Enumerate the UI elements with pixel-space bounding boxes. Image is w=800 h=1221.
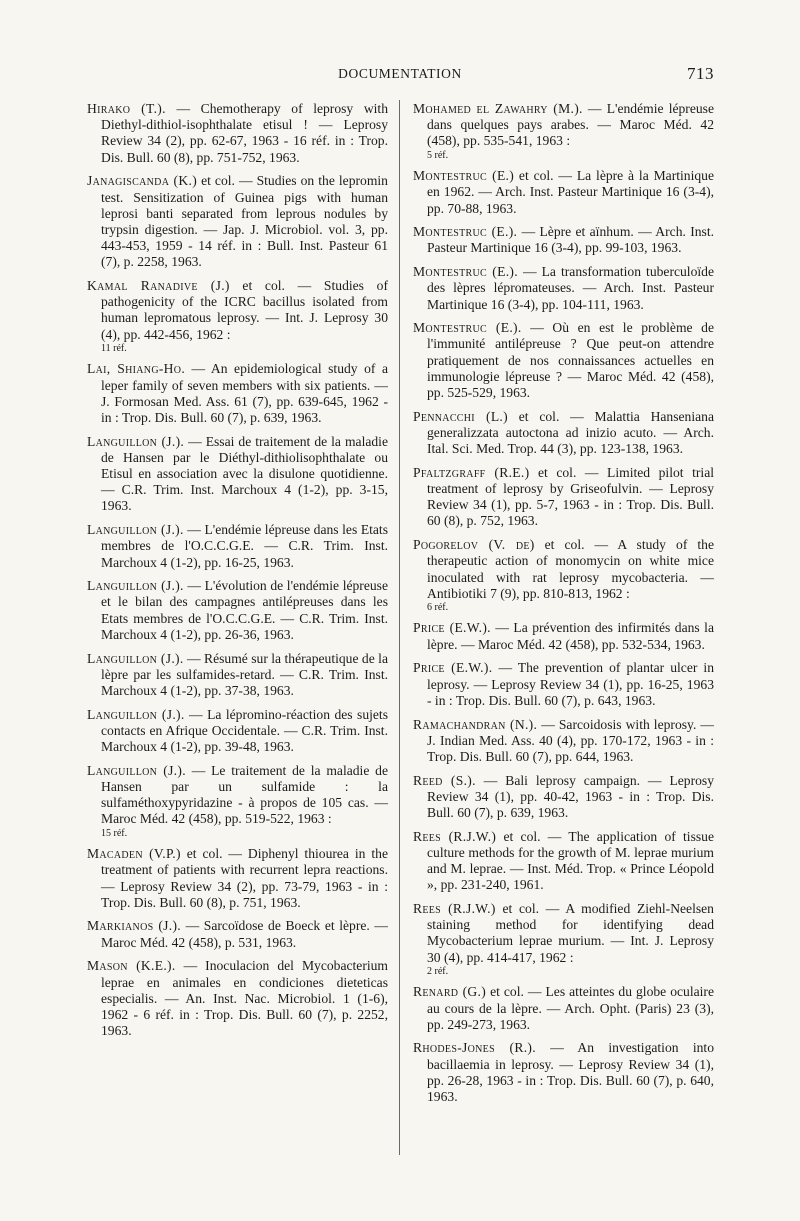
- entry-author: Pogorelov (V. de): [413, 537, 535, 553]
- entry-citation: — Inoculacion del Mycobacterium leprae en animales en condiciones dieteticas especialis. — An. Inst. Nac. Microbiol. 1 (1-6), 1962 - 6 réf. in : Trop. Dis. Bull. 60 (7), p. 2252, 1963.: [101, 958, 389, 1039]
- entry-citation: — An epidemiological study of a leper family of seven members with six patients. — J. Formosan Med. Ass. 61 (7), pp. 639-645, 1962 - in : Trop. Dis. Bull. 60 (7), p. 639, 1963.: [101, 361, 388, 425]
- entry-author: Rhodes-Jones (R.).: [413, 1040, 536, 1056]
- bibliography-entry: [413, 465, 714, 530]
- entry-citation: — Lèpre et aïnhum. — Arch. Inst. Pasteur Martinique 16 (3-4), pp. 99-103, 1963.: [427, 224, 714, 256]
- bibliography-entry: [413, 320, 714, 401]
- bibliography-entry: [87, 173, 388, 270]
- entry-author: Ramachandran (N.).: [413, 716, 538, 732]
- entry-author: Pennacchi (L.): [413, 408, 508, 424]
- entry-author: Pfaltzgraff (R.E.): [413, 464, 530, 480]
- entry-citation: et col. — Les atteintes du globe oculaire au cours de la lèpre. — Arch. Opht. (Paris) 23 (3), pp. 249-273, 1963.: [427, 984, 714, 1032]
- entry-citation: — Bali leprosy campaign. — Leprosy Review 34 (1), pp. 40-42, 1963 - in : Trop. Dis. Bull. 60 (7), p. 639, 1963.: [427, 772, 714, 821]
- bibliography-entry: [87, 578, 388, 643]
- entry-citation: et col. — The application of tissue culture methods for the growth of M. leprae murium and M. leprae. — Inst. Méd. Trop. « Prince Léopold », pp. 231-240, 1961.: [427, 828, 714, 893]
- entry-author: Montestruc (E.).: [413, 264, 518, 280]
- bibliography-entry: [413, 717, 714, 766]
- entry-citation: — An investigation into bacillaemia in leprosy. — Leprosy Review 34 (1), pp. 26-28, 1963 - in : Trop. Dis. Bull. 60 (7), p. 640, 1963.: [427, 1040, 714, 1105]
- bibliography-entry: [413, 168, 714, 217]
- bibliography-entry: [87, 763, 388, 839]
- entry-author: Languillon (J.).: [87, 578, 184, 594]
- entry-citation: — Où en est le problème de l'immunité antilépreuse ? Que peut-on attendre pratiquement de nos connaissances actuelles en immunologie lépreuse ? — Maroc Méd. 42 (458), pp. 525-529, 1963.: [427, 320, 714, 401]
- bibliography-entry: [413, 1040, 714, 1105]
- entry-citation: et col. — Studies on the lepromin test. Sensitization of Guinea pigs with human leprosi banti separated from leprous nodules by trypsin digestion. — Jap. J. Microbiol. vol. 3, pp. 443-453, 1959 - 14 réf. in : Bull. Inst. Pasteur 61 (7), p. 2258, 1963.: [101, 173, 388, 270]
- entry-citation: et col. — A modified Ziehl-Neelsen staining method for identifying dead Mycobacterium leprae murium. — Int. J. Leprosy 30 (4), pp. 414-417, 1962 :: [427, 901, 714, 965]
- entry-author: Rees (R.J.W.): [413, 828, 497, 844]
- entry-citation: — Sarcoidosis with leprosy. — J. Indian Med. Ass. 40 (4), pp. 170-172, 1963 - in : Trop. Dis. Bull. 60 (7), pp. 644, 1963.: [427, 716, 714, 764]
- entry-author: Reed (S.).: [413, 772, 476, 788]
- entry-author: Lai, Shiang-Ho.: [87, 361, 186, 377]
- entry-author: Hirako (T.).: [87, 101, 166, 116]
- entry-citation: — L'évolution de l'endémie lépreuse et le bilan des campagnes antilépreuses dans les Etats membres de l'O.C.C.G.E. — C.R. Trim. Inst. Marchoux 4 (1-2), pp. 26-36, 1963.: [101, 578, 388, 642]
- entry-citation: — La lépromino-réaction des sujets contacts en Afrique Occidentale. — C.R. Trim. Inst. Marchoux 4 (1-2), pp. 39-48, 1963.: [101, 706, 388, 755]
- bibliography-entry: [87, 846, 388, 911]
- entry-citation: et col. — Diphenyl thiourea in the treatment of patients with recurrent lepra reactions. — Leprosy Review 34 (2), pp. 73-79, 1963 - in : Trop. Dis. Bull. 60 (8), p. 751, 1963.: [101, 846, 388, 910]
- entry-citation: — Sarcoïdose de Boeck et lèpre. — Maroc Méd. 42 (458), p. 531, 1963.: [101, 918, 388, 950]
- entry-author: Languillon (J.).: [87, 522, 184, 538]
- page-header: [86, 64, 714, 84]
- entry-author: Price (E.W.).: [413, 660, 493, 676]
- entry-citation: — Le traitement de la maladie de Hansen par un sulfamide : la sulfaméthoxypyridazine - à propos de 105 cas. — Maroc Méd. 42 (458), pp. 519-522, 1963 :: [101, 762, 388, 827]
- column-divider: [399, 100, 400, 1155]
- entry-author: Macaden (V.P.): [87, 846, 181, 862]
- bibliography-entry: [87, 958, 388, 1039]
- entry-citation: et col. — Malattia Hanseniana generalizzata autoctona ad inizio acuto. — Arch. Ital. Sci. Med. Trop. 44 (3), pp. 123-138, 1963.: [427, 408, 714, 457]
- entry-citation: et col. — Limited pilot trial treatment of leprosy by Griseofulvin. — Leprosy Review 34 (1), pp. 5-7, 1963 - in : Trop. Dis. Bull. 60 (8), p. 752, 1963.: [427, 464, 714, 529]
- entry-reference-count: 6 réf.: [427, 601, 449, 613]
- bibliography-entry: [413, 773, 714, 822]
- entry-reference-count: 2 réf.: [427, 965, 449, 977]
- entry-citation: et col. — A study of the therapeutic action of monomycin on white mice inoculated with rat leprosy mycobacteria. — Antibiotiki 7 (9), pp. 810-813, 1962 :: [427, 537, 714, 601]
- entry-citation: — La transformation tuberculoïde des lèpres lépromateuses. — Arch. Inst. Pasteur Martinique 16 (3-4), pp. 104-111, 1963.: [427, 264, 714, 312]
- bibliography-entry: [413, 901, 714, 977]
- entry-reference-count: 15 réf.: [101, 827, 128, 839]
- entry-author: Montestruc (E.).: [413, 320, 522, 336]
- bibliography-entry: [413, 409, 714, 458]
- bibliography-entry: [87, 522, 388, 571]
- entry-citation: — L'endémie lépreuse dans quelques pays arabes. — Maroc Méd. 42 (458), pp. 535-541, 1963 :: [427, 101, 714, 149]
- entry-author: Languillon (J.).: [87, 650, 184, 666]
- bibliography-column-right: [413, 101, 714, 1113]
- entry-author: Mohamed el Zawahry (M.).: [413, 101, 583, 116]
- bibliography-entry: [87, 434, 388, 515]
- entry-author: Montestruc (E.): [413, 168, 515, 184]
- bibliography-entry: [87, 361, 388, 426]
- entry-citation: — Chemotherapy of leprosy with Diethyl-dithiol-isophthalate etisul ! — Leprosy Review 34 (2), pp. 62-67, 1963 - 16 réf. in : Trop. Dis. Bull. 60 (8), pp. 751-752, 1963.: [101, 101, 388, 165]
- entry-author: Languillon (J.).: [87, 762, 186, 778]
- entry-citation: — La prévention des infirmités dans la lèpre. — Maroc Méd. 42 (458), pp. 532-534, 1963.: [427, 620, 714, 652]
- entry-citation: — Essai de traitement de la maladie de Hansen par le Diéthyl-dithiolisophthalate ou Etisul en association avec la disulone quotidienne. — C.R. Trim. Inst. Marchoux 4 (1-2), pp. 3-15, 1963.: [101, 433, 388, 514]
- entry-author: Languillon (J.).: [87, 433, 185, 449]
- bibliography-entry: [413, 264, 714, 313]
- entry-author: Janagiscanda (K.): [87, 173, 198, 189]
- bibliography-entry: [87, 101, 388, 166]
- entry-citation: et col. — La lèpre à la Martinique en 1962. — Arch. Inst. Pasteur Martinique 16 (3-4), pp. 70-88, 1963.: [427, 168, 714, 216]
- bibliography-entry: [413, 984, 714, 1033]
- bibliography-entry: [87, 278, 388, 354]
- bibliography-entry: [413, 620, 714, 652]
- bibliography-entry: [87, 707, 388, 756]
- bibliography-entry: [413, 537, 714, 613]
- bibliography-column-left: [87, 101, 388, 1047]
- bibliography-entry: [87, 651, 388, 700]
- running-head: DOCUMENTATION: [338, 66, 462, 81]
- entry-author: Renard (G.): [413, 984, 487, 1000]
- entry-citation: — The prevention of plantar ulcer in leprosy. — Leprosy Review 34 (1), pp. 16-25, 1963 - in : Trop. Dis. Bull. 60 (7), p. 643, 1963.: [427, 660, 714, 708]
- bibliography-entry: [413, 101, 714, 161]
- entry-reference-count: 5 réf.: [427, 149, 449, 161]
- entry-reference-count: 11 réf.: [101, 342, 127, 354]
- bibliography-entry: [413, 660, 714, 709]
- entry-author: Kamal Ranadive (J.): [87, 278, 230, 294]
- entry-author: Mason (K.E.).: [87, 958, 176, 974]
- entry-author: Markianos (J.).: [87, 918, 181, 934]
- entry-author: Price (E.W.).: [413, 620, 491, 636]
- entry-citation: — Résumé sur la thérapeutique de la lèpre par les sulfamides-retard. — C.R. Trim. Inst. Marchoux 4 (1-2), pp. 37-38, 1963.: [101, 650, 388, 698]
- bibliography-entry: [413, 224, 714, 256]
- entry-author: Languillon (J.).: [87, 706, 185, 722]
- entry-author: Rees (R.J.W.): [413, 901, 496, 917]
- entry-citation: et col. — Studies of pathogenicity of the ICRC bacillus isolated from human lepromatous leprosy. — Int. J. Leprosy 30 (4), pp. 442-456, 1962 :: [101, 278, 388, 342]
- page-number: 713: [687, 64, 714, 83]
- bibliography-entry: [87, 918, 388, 950]
- entry-citation: — L'endémie lépreuse dans les Etats membres de l'O.C.C.G.E. — C.R. Trim. Inst. Marchoux 4 (1-2), pp. 16-25, 1963.: [101, 522, 389, 570]
- bibliography-entry: [413, 829, 714, 894]
- entry-author: Montestruc (E.).: [413, 224, 518, 240]
